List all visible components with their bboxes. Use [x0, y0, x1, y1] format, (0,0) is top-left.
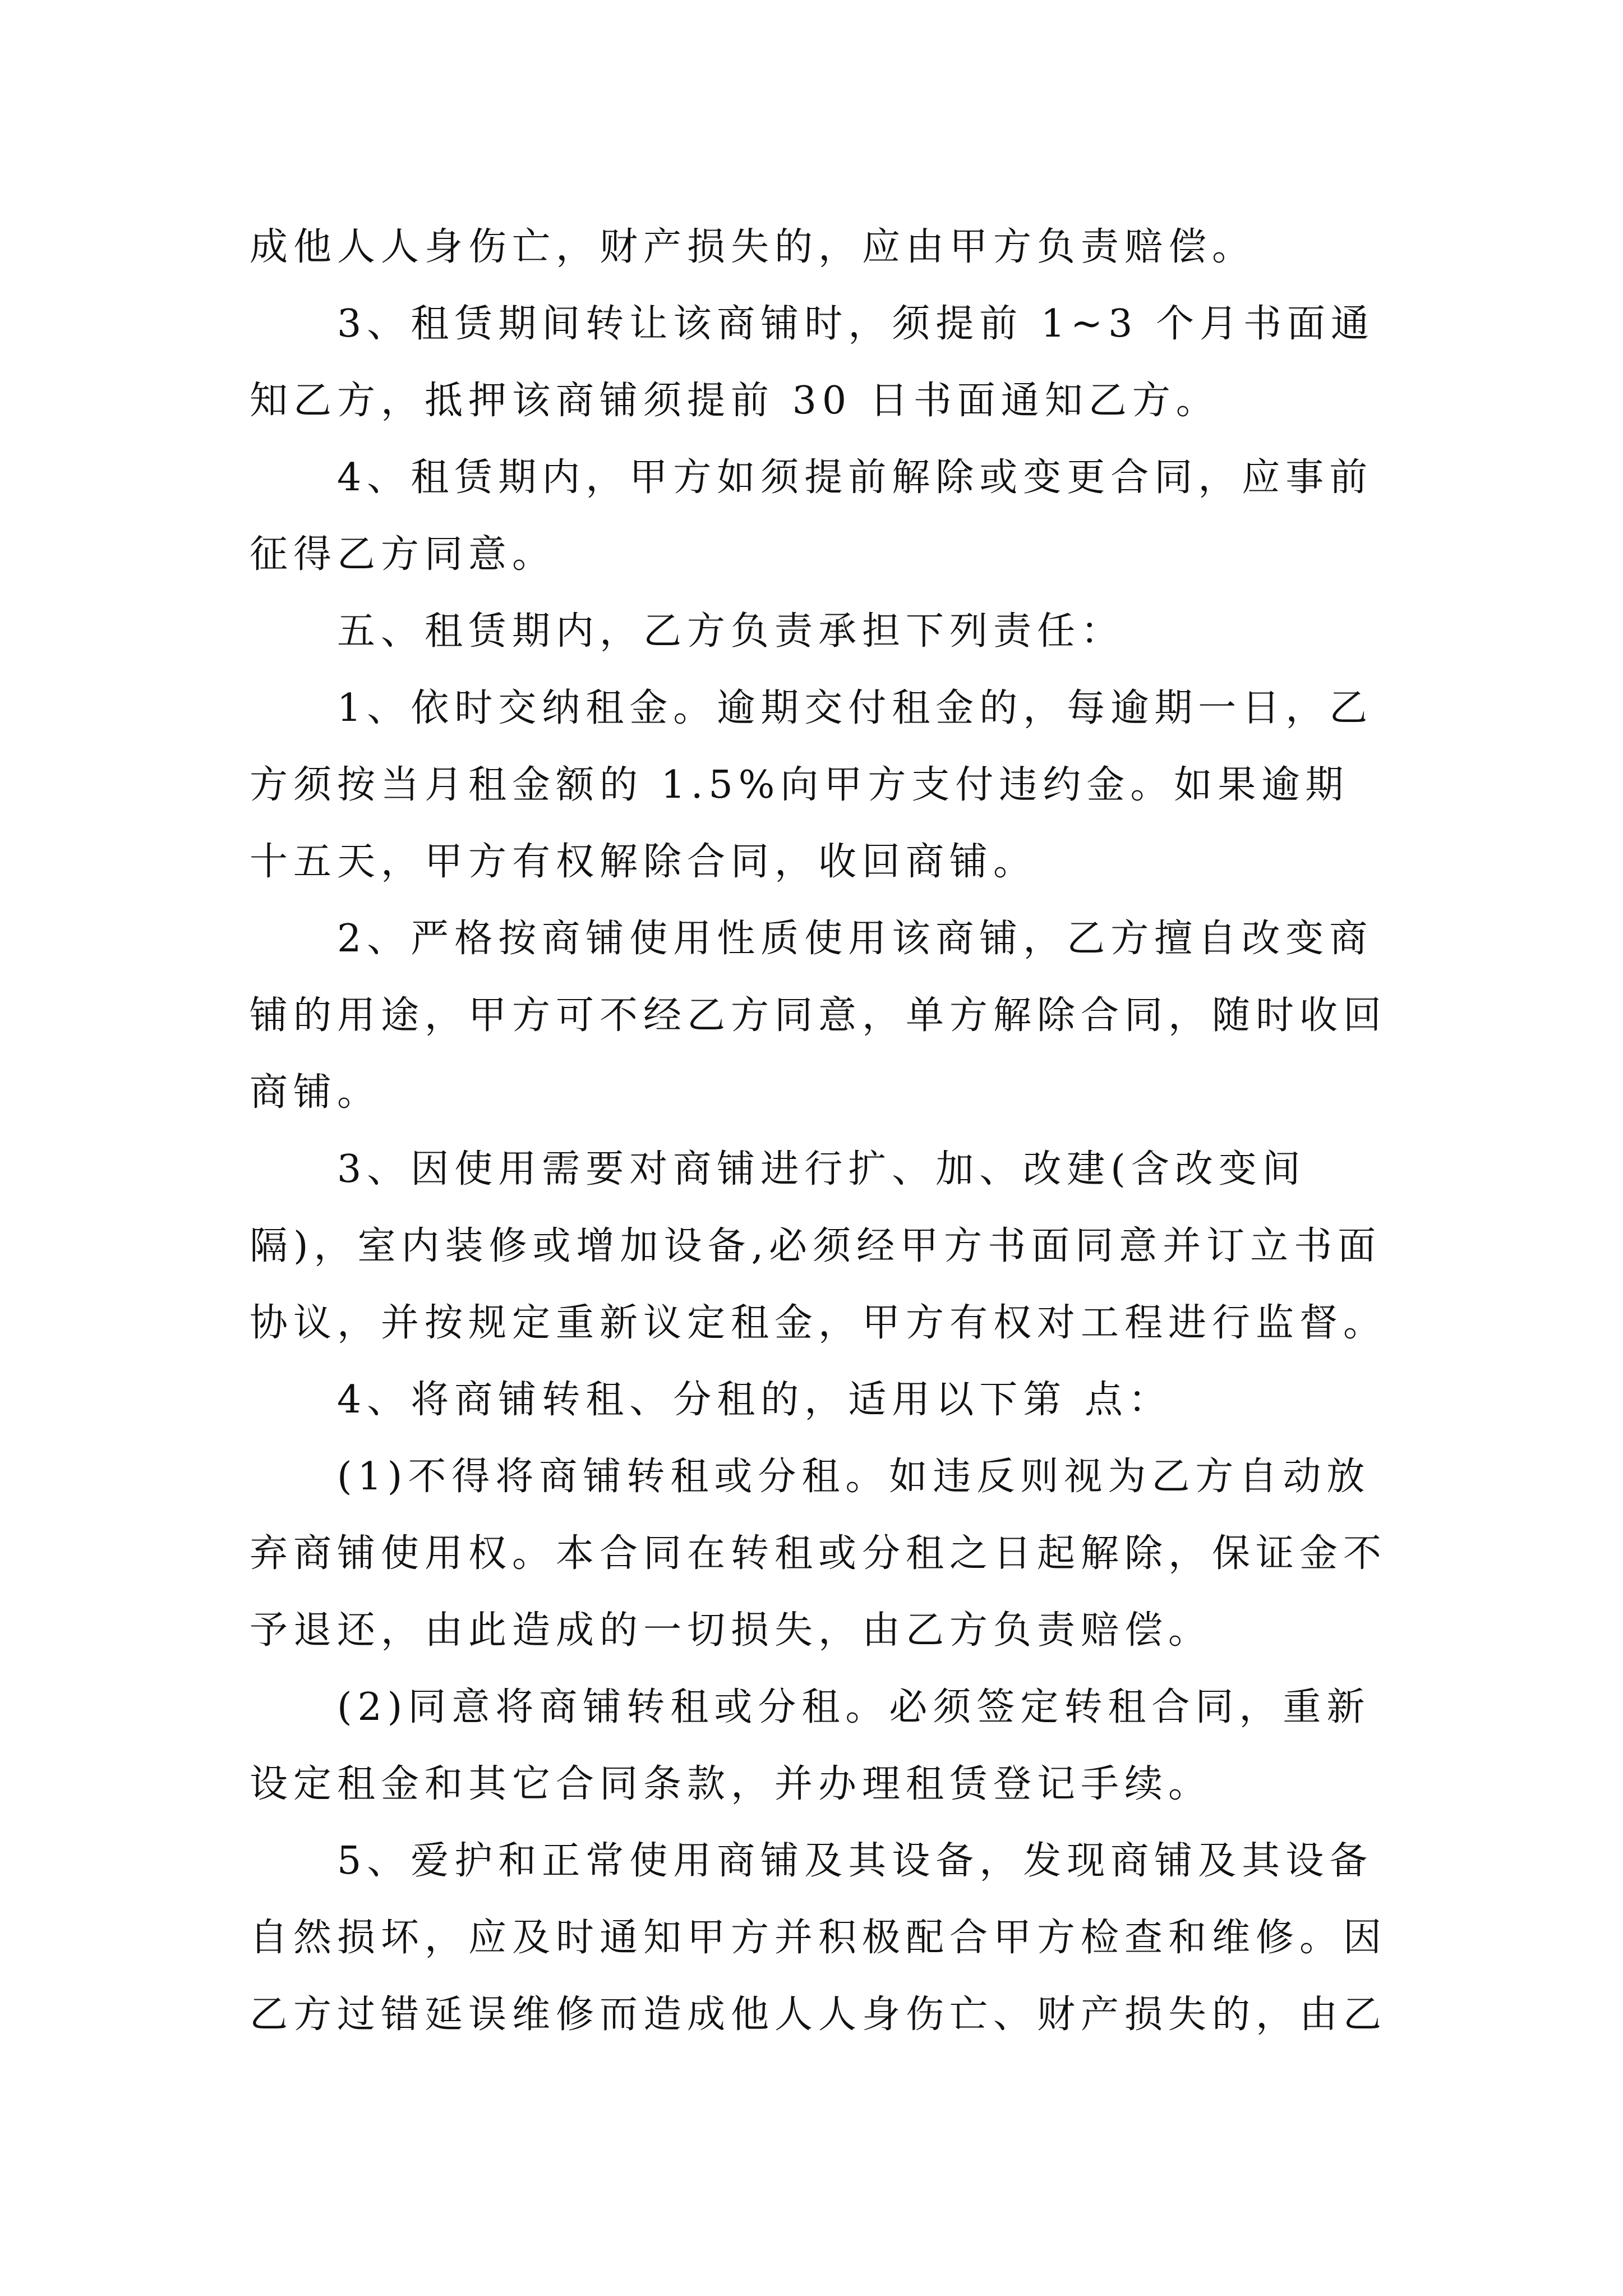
paragraph-sub-clause-1: (1)不得将商铺转租或分租。如违反则视为乙方自动放弃商铺使用权。本合同在转租或分租之日起解除，保证金不予退还，由此造成的一切损失，由乙方负责赔偿。: [250, 1455, 1387, 1653]
paragraph-clause-4-4: 4、租赁期内，甲方如须提前解除或变更合同，应事前征得乙方同意。: [250, 455, 1373, 577]
paragraph-clause-5-5: 5、爱护和正常使用商铺及其设备，发现商铺及其设备自然损坏，应及时通知甲方并积极配合甲方检查和维修。因乙方过错延误维修而造成他人人身伤亡、财产损失的，由乙: [250, 1839, 1387, 2037]
paragraph-clause-5-2: 2、严格按商铺使用性质使用该商铺，乙方擅自改变商铺的用途，甲方可不经乙方同意，单方解除合同，随时收回商铺。: [250, 917, 1387, 1115]
paragraph-sub-clause-2: (2)同意将商铺转租或分租。必须签定转租合同，重新设定租金和其它合同条款，并办理租赁登记手续。: [250, 1685, 1371, 1806]
paragraph-clause-5-4: 4、将商铺转租、分租的，适用以下第 点：: [337, 1378, 1172, 1422]
section-heading-5: 五、租赁期内，乙方负责承担下列责任：: [337, 609, 1125, 654]
paragraph-continuation: 成他人人身伤亡，财产损失的，应由甲方负责赔偿。: [250, 225, 1256, 269]
document-body: [250, 209, 1388, 2053]
paragraph-clause-4-3: 3、租赁期间转让该商铺时，须提前 1~3 个月书面通知乙方，抵押该商铺须提前 30 日书面通知乙方。: [250, 302, 1375, 423]
paragraph-clause-5-3: 3、因使用需要对商铺进行扩、加、改建(含改变间隔)，室内装修或增加设备,必须经甲方书面同意并订立书面协议，并按规定重新议定租金，甲方有权对工程进行监督。: [250, 1147, 1387, 1345]
paragraph-clause-5-1: 1、依时交纳租金。逾期交付租金的，每逾期一日，乙方须按当月租金额的 1.5%向甲方支付违约金。如果逾期十五天，甲方有权解除合同，收回商铺。: [250, 686, 1373, 884]
